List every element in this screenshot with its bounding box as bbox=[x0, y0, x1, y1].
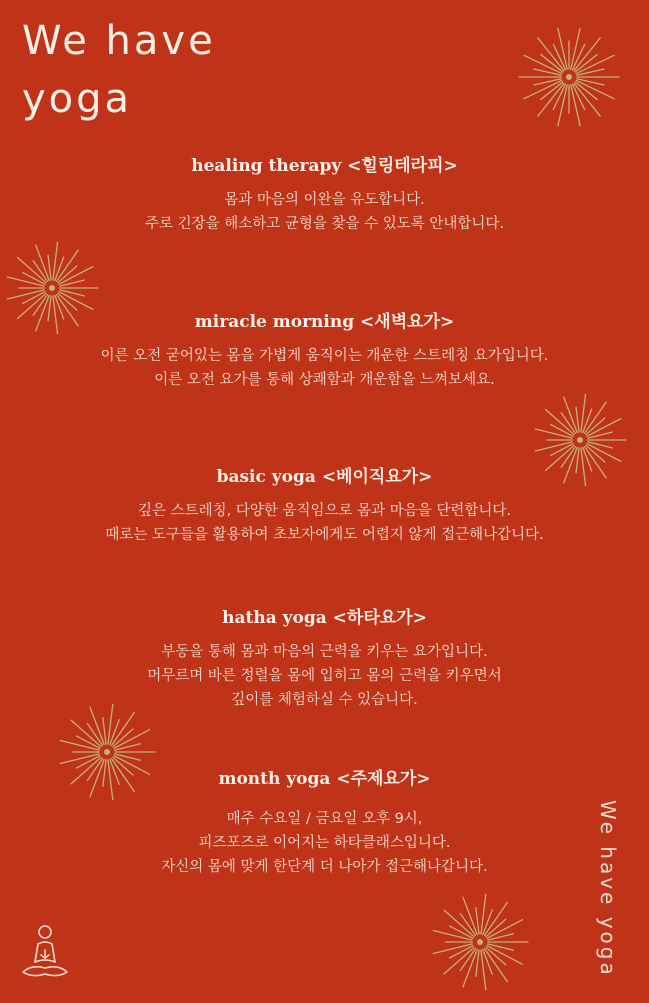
section-line: 자신의 몸에 맞게 한단계 더 나아가 접근해나갑니다. bbox=[161, 859, 488, 875]
firework-icon bbox=[514, 22, 624, 132]
headline-line-1: We have bbox=[22, 18, 216, 64]
section-title: hatha yoga <하타요가> bbox=[222, 608, 427, 628]
section-line: 피즈포즈로 이어지는 하타클래스입니다. bbox=[198, 835, 451, 851]
section-title: basic yoga <베이직요가> bbox=[216, 467, 433, 487]
section-line: 주로 긴장을 해소하고 균형을 찾을 수 있도록 안내합니다. bbox=[144, 216, 505, 232]
section-title: month yoga <주제요가> bbox=[218, 769, 431, 789]
section-line: 몸과 마음의 이완을 유도합니다. bbox=[224, 192, 425, 208]
section-line: 부동을 통해 몸과 마음의 근력을 키우는 요가입니다. bbox=[161, 644, 488, 660]
section-healing-therapy bbox=[0, 155, 649, 236]
section-month-yoga bbox=[0, 768, 649, 879]
headline bbox=[22, 12, 216, 128]
section-title: miracle morning <새벽요가> bbox=[194, 312, 455, 332]
side-text: We have yoga bbox=[596, 800, 620, 978]
section-line: 깊이를 체험하실 수 있습니다. bbox=[231, 692, 418, 708]
section-line: 때로는 도구들을 활용하여 초보자에게도 어렵지 않게 접근해나갑니다. bbox=[105, 527, 544, 543]
section-line: 매주 수요일 / 금요일 오후 9시, bbox=[226, 811, 423, 827]
section-line: 머무르며 바른 정렬을 몸에 입히고 몸의 근력을 키우면서 bbox=[147, 668, 502, 684]
headline-line-2: yoga bbox=[22, 76, 133, 122]
section-line: 이른 오전 굳어있는 몸을 가볍게 움직이는 개운한 스트레칭 요가입니다. bbox=[100, 348, 549, 364]
section-hatha-yoga bbox=[0, 607, 649, 712]
section-title: healing therapy <힐링테라피> bbox=[191, 156, 458, 176]
firework-icon bbox=[428, 890, 532, 994]
section-basic-yoga bbox=[0, 466, 649, 547]
section-line: 이른 오전 요가를 통해 상쾌함과 개운함을 느껴보세요. bbox=[154, 372, 495, 388]
section-line: 깊은 스트레칭, 다양한 움직임으로 몸과 마음을 단련합니다. bbox=[137, 503, 512, 519]
section-miracle-morning bbox=[0, 311, 649, 392]
meditation-icon bbox=[20, 922, 70, 982]
